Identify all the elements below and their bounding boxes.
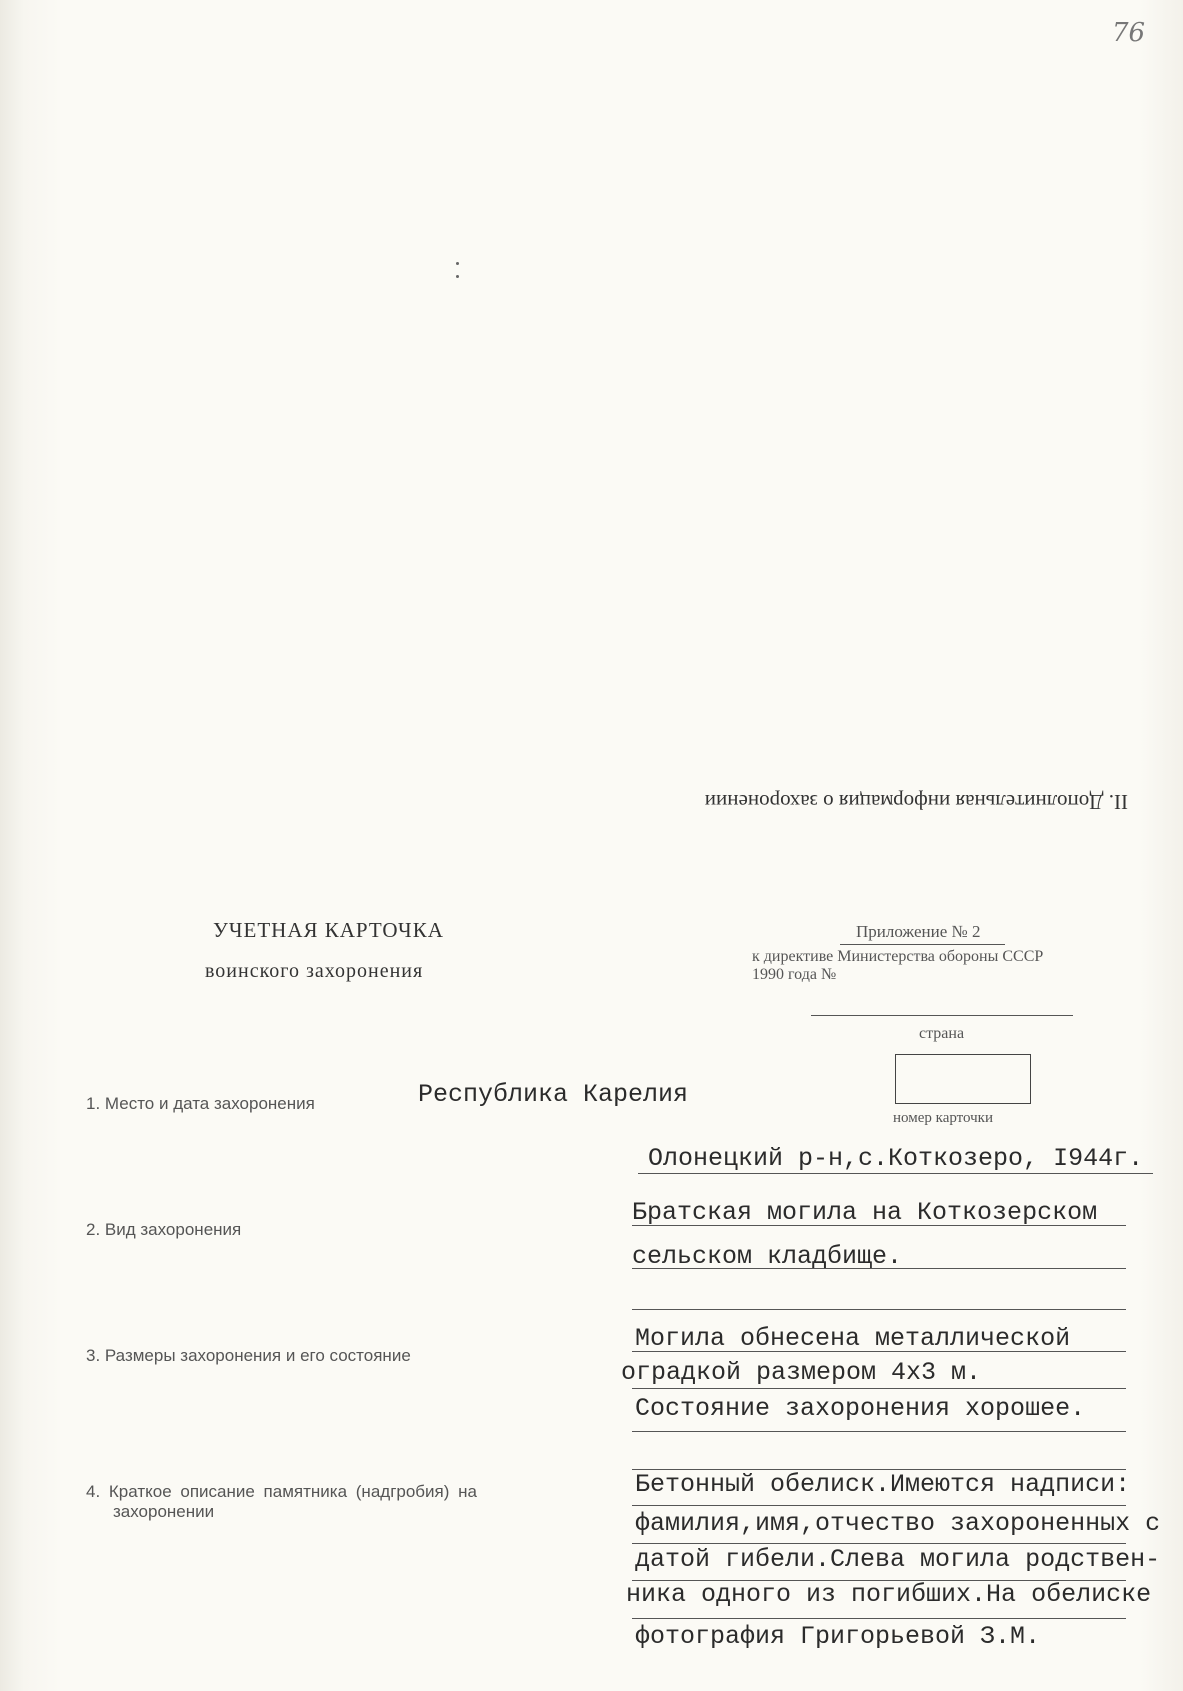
field-3-underline-1 <box>632 1351 1126 1352</box>
country-line <box>811 1015 1073 1016</box>
field-2-value-line-1: Братская могила на Коткозерском <box>632 1198 1098 1227</box>
back-section-header: II. Дополнительная информация о захоронении <box>704 790 1128 814</box>
directive-line-1: к директиве Министерства обороны СССР <box>752 948 1044 965</box>
appendix-underline <box>840 944 1005 945</box>
field-2-underline-3 <box>632 1309 1126 1310</box>
field-3-underline-2 <box>632 1388 1126 1389</box>
field-4-label-line-2: захоронении <box>113 1502 215 1521</box>
field-4-underline-4 <box>632 1618 1126 1619</box>
field-4-underline-1 <box>632 1505 1126 1506</box>
field-2-label: 2. Вид захоронения <box>86 1220 242 1239</box>
field-1-label: 1. Место и дата захоронения <box>86 1094 315 1113</box>
field-4-value-line-5: фотография Григорьевой З.М. <box>635 1622 1041 1651</box>
field-4-value-line-3: датой гибели.Слева могила родствен- <box>635 1545 1161 1574</box>
card-number-label: номер карточки <box>893 1110 993 1126</box>
appendix-label: Приложение № 2 <box>856 922 981 941</box>
card-number-box <box>895 1054 1031 1104</box>
field-2-value-line-2: сельском кладбище. <box>632 1242 903 1271</box>
field-4-value-line-1: Бетонный обелиск.Имеются надписи: <box>635 1470 1131 1499</box>
field-3-value-line-1: Могила обнесена металлической <box>635 1324 1071 1353</box>
field-4-value-line-4: ника одного из погибших.На обелиске <box>626 1580 1152 1609</box>
field-4-value-line-2: фамилия,имя,отчество захороненных с <box>635 1509 1161 1538</box>
field-2-underline-2 <box>632 1268 1126 1269</box>
card-subtitle: воинского захоронения <box>205 960 424 982</box>
field-1-value-line-2: Олонецкий р-н,с.Коткозеро, I944г. <box>648 1144 1144 1173</box>
field-3-value-line-2: оградкой размером 4х3 м. <box>621 1358 982 1387</box>
field-3-underline-3 <box>632 1431 1126 1432</box>
field-4-underline-2 <box>632 1543 1126 1544</box>
stray-mark <box>456 262 459 265</box>
field-1-value-line-1: Республика Карелия <box>418 1080 689 1109</box>
stray-mark <box>456 275 459 278</box>
field-3-value-line-3: Состояние захоронения хорошее. <box>635 1394 1086 1423</box>
field-3-label: 3. Размеры захоронения и его состояние <box>86 1346 411 1365</box>
page-number: 76 <box>1112 18 1146 48</box>
country-label: страна <box>919 1025 965 1042</box>
field-1-underline <box>638 1173 1153 1174</box>
field-2-underline-1 <box>632 1225 1126 1226</box>
field-4-label-line-1: 4. Краткое описание памятника (надгробия) на <box>86 1482 477 1501</box>
card-title: УЧЕТНАЯ КАРТОЧКА <box>213 918 444 942</box>
directive-line-2: 1990 года № <box>752 966 837 983</box>
